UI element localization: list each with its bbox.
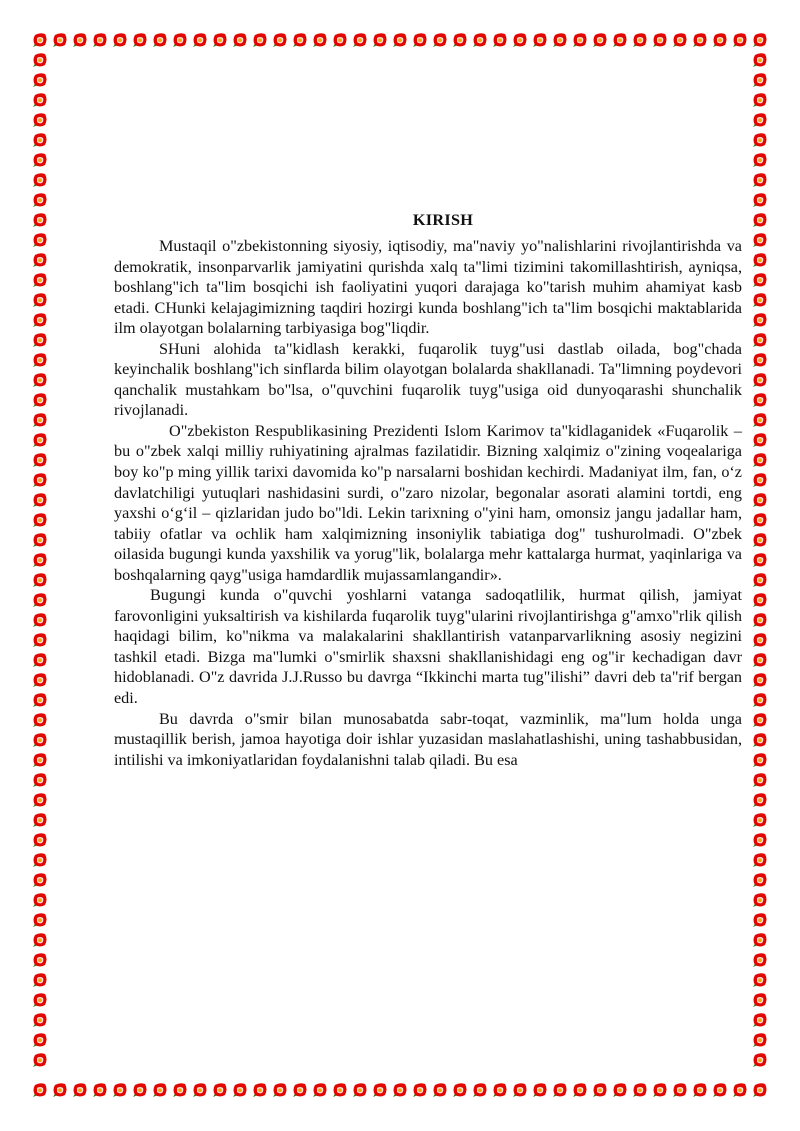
paragraph: Bugungi kunda o"quvchi yoshlarni vatanga sadoqatlilik, hurmat qilish, jamiyat farovonligini yuksaltirish va kishilarda fuqarolik tuyg"ularini rivojlantirishga g"amxo"rlik qilish haqidagi bilim, ko"nikma va malakalarini shakllantirish vatanparvarlikning asosiy negizini tashkil etadi. Bizga ma"lumki o"smirlik shaxsni shakllanishidagi eng og"ir kechadigan davr hidoblanadi. O"z davrida J.J.Russo bu davrga “Ikkinchi marta tug"ilishi” davri deb ta"rif bergan edi.	[114, 586, 742, 708]
red-flower-icon	[31, 891, 49, 909]
red-flower-icon	[751, 831, 769, 849]
red-flower-icon	[131, 31, 149, 49]
red-flower-icon	[751, 591, 769, 609]
red-flower-icon	[751, 1081, 769, 1099]
red-flower-icon	[751, 291, 769, 309]
red-flower-icon	[591, 31, 609, 49]
red-flower-icon	[171, 31, 189, 49]
red-flower-icon	[31, 911, 49, 929]
red-flower-icon	[751, 511, 769, 529]
red-flower-icon	[751, 31, 769, 49]
red-flower-icon	[611, 1081, 629, 1099]
red-flower-icon	[331, 1081, 349, 1099]
red-flower-icon	[31, 431, 49, 449]
red-flower-icon	[751, 371, 769, 389]
red-flower-icon	[551, 1081, 569, 1099]
red-flower-icon	[691, 1081, 709, 1099]
red-flower-icon	[751, 671, 769, 689]
red-flower-icon	[31, 691, 49, 709]
paragraph: Mustaqil o"zbekistonning siyosiy, iqtisodiy, ma"naviy yo"nalishlarini rivojlantirishda va demokratik, insonparvarlik jamiyatini qurishda xalq ta"limi tizimini takomillashtirish, ayniqsa, boshlang"ich ta"lim bosqichi ish faoliyatini yuqori darajaga ko"tarish muhim ahamiyat kasb etadi. CHunki kelajagimizning taqdiri hozirgi kunda boshlang"ich ta"lim bosqichi maktablarida ilm olayotgan bolalarning tarbiyasiga bog"liqdir.	[114, 237, 742, 338]
red-flower-icon	[111, 1081, 129, 1099]
red-flower-icon	[571, 31, 589, 49]
red-flower-icon	[751, 351, 769, 369]
red-flower-icon	[31, 131, 49, 149]
red-flower-icon	[311, 1081, 329, 1099]
red-flower-icon	[431, 31, 449, 49]
red-flower-icon	[351, 1081, 369, 1099]
red-flower-icon	[31, 391, 49, 409]
red-flower-icon	[71, 31, 89, 49]
red-flower-icon	[751, 91, 769, 109]
red-flower-icon	[31, 91, 49, 109]
red-flower-icon	[31, 111, 49, 129]
red-flower-icon	[751, 71, 769, 89]
red-flower-icon	[751, 311, 769, 329]
red-flower-icon	[31, 871, 49, 889]
red-flower-icon	[451, 1081, 469, 1099]
red-flower-icon	[751, 811, 769, 829]
red-flower-icon	[491, 31, 509, 49]
red-flower-icon	[751, 271, 769, 289]
red-flower-icon	[31, 851, 49, 869]
paragraph: Bu davrda o"smir bilan munosabatda sabr-toqat, vazminlik, ma"lum holda unga mustaqillik berish, jamoa hayotiga doir ishlar yuzasidan maslahatlashishi, uning tashabbusidan, intilishi va imkoniyatlaridan foydalanishni talab qiladi. Bu esa	[114, 709, 742, 769]
red-flower-icon	[31, 531, 49, 549]
red-flower-icon	[751, 411, 769, 429]
red-flower-icon	[171, 1081, 189, 1099]
page-border-bottom	[30, 1080, 770, 1100]
red-flower-icon	[751, 711, 769, 729]
red-flower-icon	[31, 751, 49, 769]
red-flower-icon	[751, 551, 769, 569]
red-flower-icon	[31, 71, 49, 89]
red-flower-icon	[31, 171, 49, 189]
red-flower-icon	[751, 611, 769, 629]
red-flower-icon	[31, 931, 49, 949]
red-flower-icon	[371, 1081, 389, 1099]
red-flower-icon	[31, 991, 49, 1009]
red-flower-icon	[411, 1081, 429, 1099]
red-flower-icon	[751, 571, 769, 589]
page-border-left	[30, 50, 50, 1080]
red-flower-icon	[371, 31, 389, 49]
red-flower-icon	[751, 1031, 769, 1049]
red-flower-icon	[31, 451, 49, 469]
red-flower-icon	[751, 631, 769, 649]
red-flower-icon	[731, 1081, 749, 1099]
red-flower-icon	[31, 231, 49, 249]
red-flower-icon	[711, 1081, 729, 1099]
red-flower-icon	[31, 771, 49, 789]
red-flower-icon	[751, 951, 769, 969]
red-flower-icon	[31, 471, 49, 489]
document-title: KIRISH	[412, 211, 474, 229]
red-flower-icon	[31, 1011, 49, 1029]
red-flower-icon	[751, 931, 769, 949]
red-flower-icon	[751, 431, 769, 449]
red-flower-icon	[391, 31, 409, 49]
red-flower-icon	[31, 591, 49, 609]
red-flower-icon	[751, 791, 769, 809]
red-flower-icon	[511, 1081, 529, 1099]
red-flower-icon	[491, 1081, 509, 1099]
red-flower-icon	[31, 211, 49, 229]
red-flower-icon	[31, 631, 49, 649]
red-flower-icon	[31, 1051, 49, 1069]
red-flower-icon	[751, 1011, 769, 1029]
red-flower-icon	[31, 811, 49, 829]
red-flower-icon	[571, 1081, 589, 1099]
red-flower-icon	[591, 1081, 609, 1099]
red-flower-icon	[751, 911, 769, 929]
red-flower-icon	[751, 391, 769, 409]
red-flower-icon	[151, 31, 169, 49]
red-flower-icon	[751, 331, 769, 349]
red-flower-icon	[551, 31, 569, 49]
red-flower-icon	[31, 571, 49, 589]
red-flower-icon	[351, 31, 369, 49]
red-flower-icon	[31, 51, 49, 69]
red-flower-icon	[291, 31, 309, 49]
red-flower-icon	[411, 31, 429, 49]
red-flower-icon	[751, 751, 769, 769]
red-flower-icon	[511, 31, 529, 49]
red-flower-icon	[751, 211, 769, 229]
red-flower-icon	[31, 351, 49, 369]
red-flower-icon	[31, 291, 49, 309]
red-flower-icon	[31, 411, 49, 429]
red-flower-icon	[751, 231, 769, 249]
red-flower-icon	[211, 1081, 229, 1099]
red-flower-icon	[751, 731, 769, 749]
red-flower-icon	[31, 371, 49, 389]
red-flower-icon	[31, 31, 49, 49]
red-flower-icon	[751, 471, 769, 489]
red-flower-icon	[451, 31, 469, 49]
red-flower-icon	[631, 1081, 649, 1099]
red-flower-icon	[751, 691, 769, 709]
red-flower-icon	[431, 1081, 449, 1099]
red-flower-icon	[31, 311, 49, 329]
red-flower-icon	[751, 131, 769, 149]
red-flower-icon	[471, 31, 489, 49]
red-flower-icon	[291, 1081, 309, 1099]
red-flower-icon	[391, 1081, 409, 1099]
red-flower-icon	[31, 1081, 49, 1099]
red-flower-icon	[651, 31, 669, 49]
red-flower-icon	[31, 331, 49, 349]
page-border-right	[750, 50, 770, 1080]
red-flower-icon	[631, 31, 649, 49]
red-flower-icon	[31, 711, 49, 729]
red-flower-icon	[71, 1081, 89, 1099]
red-flower-icon	[671, 1081, 689, 1099]
red-flower-icon	[471, 1081, 489, 1099]
red-flower-icon	[611, 31, 629, 49]
red-flower-icon	[31, 511, 49, 529]
red-flower-icon	[751, 1051, 769, 1069]
red-flower-icon	[31, 731, 49, 749]
red-flower-icon	[751, 171, 769, 189]
red-flower-icon	[31, 491, 49, 509]
red-flower-icon	[151, 1081, 169, 1099]
red-flower-icon	[191, 31, 209, 49]
document-body	[114, 208, 742, 770]
red-flower-icon	[51, 1081, 69, 1099]
page-border-top	[30, 30, 770, 50]
red-flower-icon	[231, 31, 249, 49]
red-flower-icon	[731, 31, 749, 49]
red-flower-icon	[251, 1081, 269, 1099]
red-flower-icon	[31, 651, 49, 669]
red-flower-icon	[751, 451, 769, 469]
red-flower-icon	[31, 271, 49, 289]
red-flower-icon	[751, 771, 769, 789]
red-flower-icon	[751, 251, 769, 269]
red-flower-icon	[751, 991, 769, 1009]
red-flower-icon	[191, 1081, 209, 1099]
red-flower-icon	[751, 491, 769, 509]
red-flower-icon	[271, 31, 289, 49]
red-flower-icon	[31, 251, 49, 269]
red-flower-icon	[271, 1081, 289, 1099]
paragraph: O"zbekiston Respublikasining Prezidenti Islom Karimov ta"kidlaganidek «Fuqarolik – bu o"zbek xalqi milliy ruhiyatining ajralmas fazilatidir. Bizning xalqimiz o"zining voqealariga boy ko"p ming yillik tarixi davomida ko"p narsalarni boshidan kechirdi. Madaniyat ilm, fan, o‘z davlatchiligi yutuqlari nashidasini surdi, o"zaro nizolar, begonalar asorati alamini tortdi, eng yaxshi o‘g‘il – qizlaridan judo bo"ldi. Lekin tarixning o"yini ham, omonsiz jangu jadallar ham, tabiiy ofatlar va ochlik ham xalqimizning insoniylik tabiatiga dog" tushurolmadi. O"zbek oilasida bugungi kunda yaxshilik va yorug"lik, bolalarga mehr kattalarga hurmat, yaqinlariga va boshqalarning qayg"usiga hamdardlik mujassamlangandir».	[114, 421, 742, 584]
red-flower-icon	[231, 1081, 249, 1099]
paragraph: SHuni alohida ta"kidlash kerakki, fuqarolik tuyg"usi dastlab oilada, bog"chada keyinchalik boshlang"ich sinflarda bilim olayotgan bolalarda shakllanadi. Ta"limning poydevori qanchalik mustahkam bo"lsa, o"quvchini fuqarolik tuyg"usiga oid dunyoqarashi shunchalik rivojlanadi.	[114, 339, 742, 420]
red-flower-icon	[31, 191, 49, 209]
red-flower-icon	[91, 31, 109, 49]
red-flower-icon	[751, 851, 769, 869]
red-flower-icon	[751, 111, 769, 129]
red-flower-icon	[751, 191, 769, 209]
red-flower-icon	[751, 971, 769, 989]
red-flower-icon	[31, 611, 49, 629]
red-flower-icon	[691, 31, 709, 49]
red-flower-icon	[31, 791, 49, 809]
red-flower-icon	[331, 31, 349, 49]
red-flower-icon	[651, 1081, 669, 1099]
red-flower-icon	[531, 31, 549, 49]
red-flower-icon	[751, 531, 769, 549]
red-flower-icon	[31, 1031, 49, 1049]
red-flower-icon	[751, 891, 769, 909]
red-flower-icon	[751, 651, 769, 669]
red-flower-icon	[751, 51, 769, 69]
red-flower-icon	[131, 1081, 149, 1099]
red-flower-icon	[91, 1081, 109, 1099]
red-flower-icon	[31, 971, 49, 989]
red-flower-icon	[311, 31, 329, 49]
red-flower-icon	[251, 31, 269, 49]
red-flower-icon	[51, 31, 69, 49]
red-flower-icon	[111, 31, 129, 49]
red-flower-icon	[31, 551, 49, 569]
red-flower-icon	[31, 831, 49, 849]
red-flower-icon	[31, 671, 49, 689]
red-flower-icon	[671, 31, 689, 49]
red-flower-icon	[751, 151, 769, 169]
red-flower-icon	[211, 31, 229, 49]
red-flower-icon	[31, 951, 49, 969]
red-flower-icon	[711, 31, 729, 49]
red-flower-icon	[31, 151, 49, 169]
red-flower-icon	[531, 1081, 549, 1099]
red-flower-icon	[751, 871, 769, 889]
